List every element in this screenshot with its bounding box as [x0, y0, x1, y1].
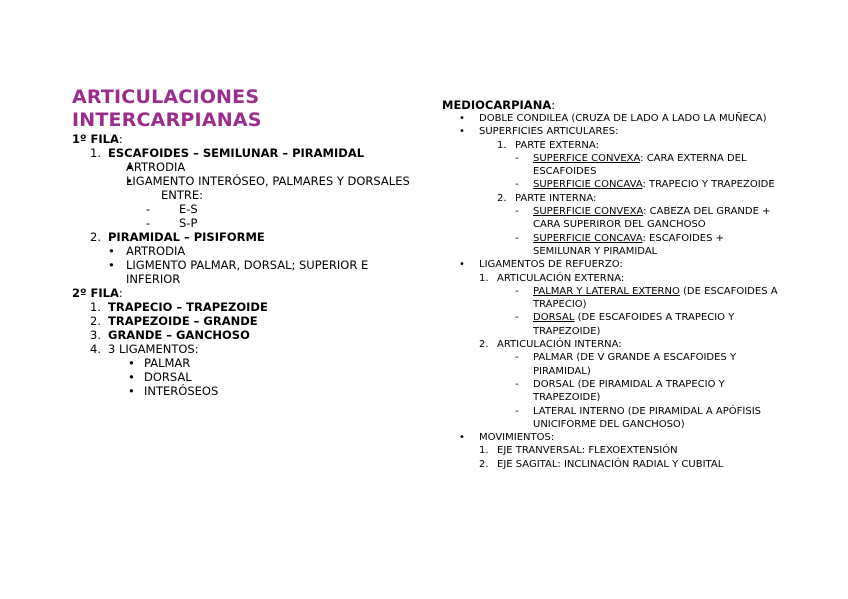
mediocarpiana-heading-text: MEDIOCARPIANA [442, 98, 552, 112]
dash-item [442, 232, 782, 259]
list-item-label: PIRAMIDAL – PISIFORME [108, 230, 265, 244]
bullet-icon [459, 258, 465, 271]
sub-text: S-P [179, 216, 198, 230]
doble-bullet [442, 112, 782, 125]
bullet-icon [126, 174, 133, 188]
list-number: 2. [479, 339, 489, 351]
movimientos-bullet [442, 431, 782, 444]
superficies-bullet [442, 125, 782, 138]
dash-marker: - [515, 352, 519, 364]
list-item-label: EJE TRANVERSAL: FLEXOEXTENSIÓN [497, 445, 678, 457]
list-item-label: GRANDE – GANCHOSO [108, 328, 250, 342]
fila1-item-1-bullet [72, 160, 412, 174]
list-item-label: ESCAFOIDES – SEMILUNAR – PIRAMIDAL [108, 146, 365, 160]
underlined-term: SUPERFICIE CONVEXA [533, 206, 644, 218]
list-item-label: EJE SAGITAL: INCLINACIÓN RADIAL Y CUBITAL [497, 458, 724, 470]
fila2-colon: : [118, 286, 123, 300]
dash-item [442, 405, 782, 432]
list-number: 2. [479, 458, 489, 470]
list-number: 2. [90, 230, 101, 244]
bullet-text: SUPERFICIES ARTICULARES: [479, 126, 619, 138]
ligamentos-interna [442, 338, 782, 351]
bullet-text: DORSAL [144, 370, 192, 384]
fila2-item [72, 328, 412, 342]
dash-marker: - [515, 152, 519, 164]
sub-text: E-S [179, 202, 198, 216]
fila1-item-2 [72, 230, 412, 244]
ligamento-bullet [72, 370, 412, 384]
list-number: 2. [497, 192, 507, 204]
dash-marker: - [515, 206, 519, 218]
fila1-item-1-sub [72, 216, 412, 230]
left-column [72, 86, 412, 398]
fila2-heading [72, 286, 412, 300]
fila1-heading-text: 1º FILA [72, 132, 119, 146]
dash-marker: - [146, 202, 151, 216]
superficies-interna [442, 192, 782, 205]
underlined-term: PALMAR Y LATERAL EXTERNO [533, 285, 680, 297]
bullet-icon [128, 384, 135, 398]
ligamentos-externa [442, 272, 782, 285]
dash-item [442, 351, 782, 378]
list-number: 1. [497, 139, 507, 151]
mediocarpiana-heading [442, 98, 782, 112]
underlined-term: SUPERFICE CONVEXA [533, 152, 641, 164]
dash-item [442, 378, 782, 405]
item-text: LATERAL INTERNO (DE PIRAMIDAL A APÓFISIS UNICIFORME DEL GANCHOSO) [533, 405, 762, 430]
list-number: 1. [479, 272, 489, 284]
fila1-heading [72, 132, 412, 146]
bullet-icon [108, 244, 115, 258]
dash-marker: - [146, 216, 151, 230]
bullet-icon [459, 112, 465, 125]
bullet-icon [128, 370, 135, 384]
ligamento-bullet [72, 384, 412, 398]
fila1-colon: : [118, 132, 123, 146]
movimiento-item [442, 458, 782, 471]
fila2-heading-text: 2º FILA [72, 286, 119, 300]
fila2-item [72, 342, 412, 356]
dash-marker: - [515, 285, 519, 297]
fila1-item-1 [72, 146, 412, 160]
list-number: 1. [479, 445, 489, 457]
list-item-label: ARTICULACIÓN INTERNA: [497, 339, 622, 351]
list-item-label: TRAPECIO – TRAPEZOIDE [108, 300, 268, 314]
list-number: 1. [90, 300, 101, 314]
item-text: PALMAR (DE V GRANDE A ESCAFOIDES Y PIRAMIDAL) [533, 352, 737, 377]
dash-marker: - [515, 232, 519, 244]
list-number: 2. [90, 314, 101, 328]
ligamentos-bullet [442, 258, 782, 271]
fila2-item [72, 300, 412, 314]
right-column [442, 98, 782, 471]
bullet-text: ARTRODIA [126, 160, 186, 174]
item-rest: : CABEZA DEL GRANDE + CARA SUPERIROR DEL GANCHOSO [533, 206, 771, 231]
bullet-text: LIGAMENTOS DE REFUERZO: [479, 259, 623, 271]
bullet-text: PALMAR [144, 356, 191, 370]
ligamento-bullet [72, 356, 412, 370]
dash-item [442, 152, 782, 179]
dash-marker: - [515, 312, 519, 324]
dash-marker: - [515, 179, 519, 191]
superficies-externa [442, 139, 782, 152]
fila1-item-1-bullet [72, 174, 412, 202]
item-text: DORSAL (DE PIRAMIDAL A TRAPECIO Y TRAPEZOIDE) [533, 378, 725, 404]
bullet-icon [459, 125, 465, 138]
list-item-label: PARTE EXTERNA: [515, 139, 599, 151]
list-number: 4. [90, 342, 101, 356]
list-item-label: ARTICULACIÓN EXTERNA: [497, 272, 625, 284]
bullet-text: LIGAMENTO INTERÓSEO, PALMARES Y DORSALES ENTRE: [126, 174, 410, 202]
title-line-1: ARTICULACIONES [72, 86, 260, 108]
item-rest: : ESCAFOIDES + SEMILUNAR Y PIRAMIDAL [533, 232, 725, 257]
fila1-item-2-bullet [72, 244, 412, 258]
fila2-item [72, 314, 412, 328]
bullet-text: ARTRODIA [126, 244, 186, 258]
title-line-2: INTERCARPIANAS [72, 109, 262, 131]
mediocarpiana-colon: : [551, 98, 556, 112]
list-number: 1. [90, 146, 101, 160]
list-item-label: TRAPEZOIDE – GRANDE [108, 314, 258, 328]
list-item-label: PARTE INTERNA: [515, 192, 597, 204]
fila1-item-1-sub [72, 202, 412, 216]
bullet-text: DOBLE CONDILEA (CRUZA DE LADO A LADO LA MUÑECA) [479, 113, 767, 124]
bullet-text: MOVIMIENTOS: [479, 432, 555, 444]
item-rest: : TRAPECIO Y TRAPEZOIDE [642, 179, 775, 191]
item-rest: (DE ESCAFOIDES A TRAPECIO Y TRAPEZOIDE) [533, 312, 735, 337]
bullet-icon [128, 356, 135, 370]
bullet-icon [126, 160, 133, 174]
underlined-term: SUPERFICIE CONCAVA [533, 232, 643, 244]
document-title [72, 86, 412, 132]
movimiento-item [442, 444, 782, 457]
underlined-term: DORSAL [533, 312, 575, 324]
bullet-icon [459, 431, 465, 444]
dash-item [442, 205, 782, 232]
dash-marker: - [515, 405, 519, 417]
dash-marker: - [515, 378, 519, 390]
bullet-text: INTERÓSEOS [144, 384, 219, 398]
bullet-icon [108, 258, 115, 272]
dash-item [442, 311, 782, 338]
list-item-label: 3 LIGAMENTOS: [108, 342, 199, 356]
item-rest: (DE ESCAFOIDES A TRAPECIO) [533, 285, 778, 311]
item-rest: : CARA EXTERNA DEL ESCAFOIDES [533, 152, 747, 178]
bullet-text: LIGMENTO PALMAR, DORSAL; SUPERIOR E INFERIOR [126, 258, 369, 286]
fila1-item-2-bullet [72, 258, 412, 286]
list-number: 3. [90, 328, 101, 342]
underlined-term: SUPERFICIE CONCAVA [533, 179, 643, 191]
dash-item [442, 285, 782, 312]
dash-item [442, 178, 782, 191]
